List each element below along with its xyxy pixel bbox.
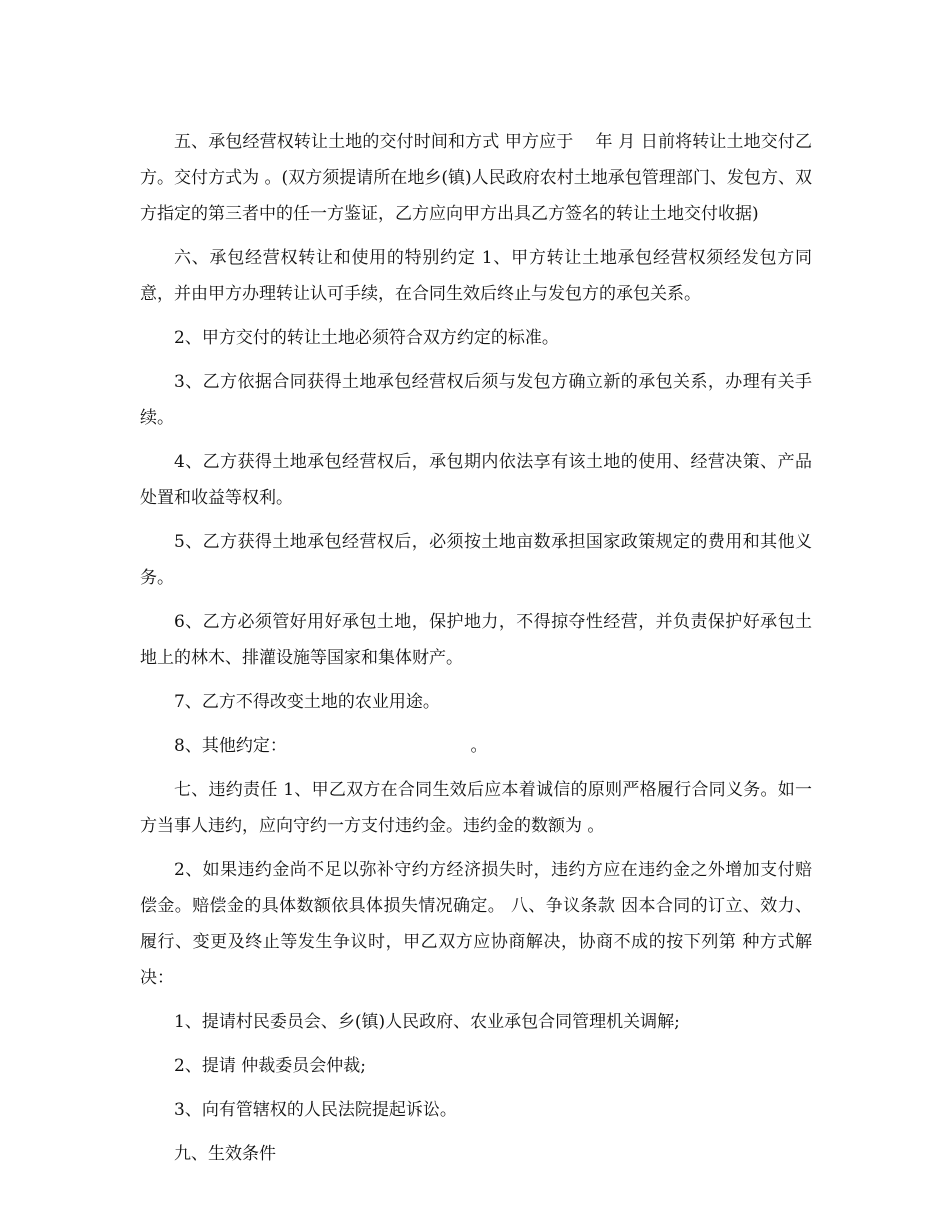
clause-6-item-3: 3、乙方依据合同获得土地承包经营权后须与发包方确立新的承包关系，办理有关手续。 <box>140 372 812 428</box>
clause-7-item-2-and-clause-8: 2、如果违约金尚不足以弥补守约方经济损失时，违约方应在违约金之外增加支付赔偿金。赔偿金的具体数额依具体损失情况确定。 八、争议条款 因本合同的订立、效力、履行、变更及终止等发生争议时，甲乙双方应协商解决，协商不成的按下列第 种方式解决： <box>140 860 812 988</box>
dispute-option-1: 1、提请村民委员会、乡(镇)人民政府、农业承包合同管理机关调解; <box>174 1012 680 1032</box>
clause-6-item-8: 8、其他约定： 。 <box>174 736 488 756</box>
clause-9-heading: 九、生效条件 <box>174 1144 276 1164</box>
clause-6-item-7: 7、乙方不得改变土地的农业用途。 <box>174 692 440 712</box>
dispute-option-3: 3、向有管辖权的人民法院提起诉讼。 <box>174 1100 457 1120</box>
clause-6-item-4: 4、乙方获得土地承包经营权后，承包期内依法享有该土地的使用、经营决策、产品处置和收益等权利。 <box>140 452 812 508</box>
dispute-option-2: 2、提请 仲裁委员会仲裁; <box>174 1056 366 1076</box>
clause-6-special-terms: 六、承包经营权转让和使用的特别约定 1、甲方转让土地承包经营权须经发包方同意，并由甲方办理转让认可手续，在合同生效后终止与发包方的承包关系。 <box>140 248 812 304</box>
clause-6-item-5: 5、乙方获得土地承包经营权后，必须按土地亩数承担国家政策规定的费用和其他义务。 <box>140 532 812 588</box>
document-body <box>140 124 812 1180</box>
clause-6-item-2: 2、甲方交付的转让土地必须符合双方约定的标准。 <box>174 328 559 348</box>
clause-7-liability: 七、违约责任 1、甲乙双方在合同生效后应本着诚信的原则严格履行合同义务。如一方当事人违约，应向守约一方支付违约金。违约金的数额为 。 <box>140 780 812 836</box>
clause-5-delivery: 五、承包经营权转让土地的交付时间和方式 甲方应于 年 月 日前将转让土地交付乙方。交付方式为 。(双方须提请所在地乡(镇)人民政府农村土地承包管理部门、发包方、双方指定的第三者中的任一方鉴证，乙方应向甲方出具乙方签名的转让土地交付收据) <box>140 132 812 224</box>
clause-6-item-6: 6、乙方必须管好用好承包土地，保护地力，不得掠夺性经营，并负责保护好承包土地上的林木、排灌设施等国家和集体财产。 <box>140 612 812 668</box>
